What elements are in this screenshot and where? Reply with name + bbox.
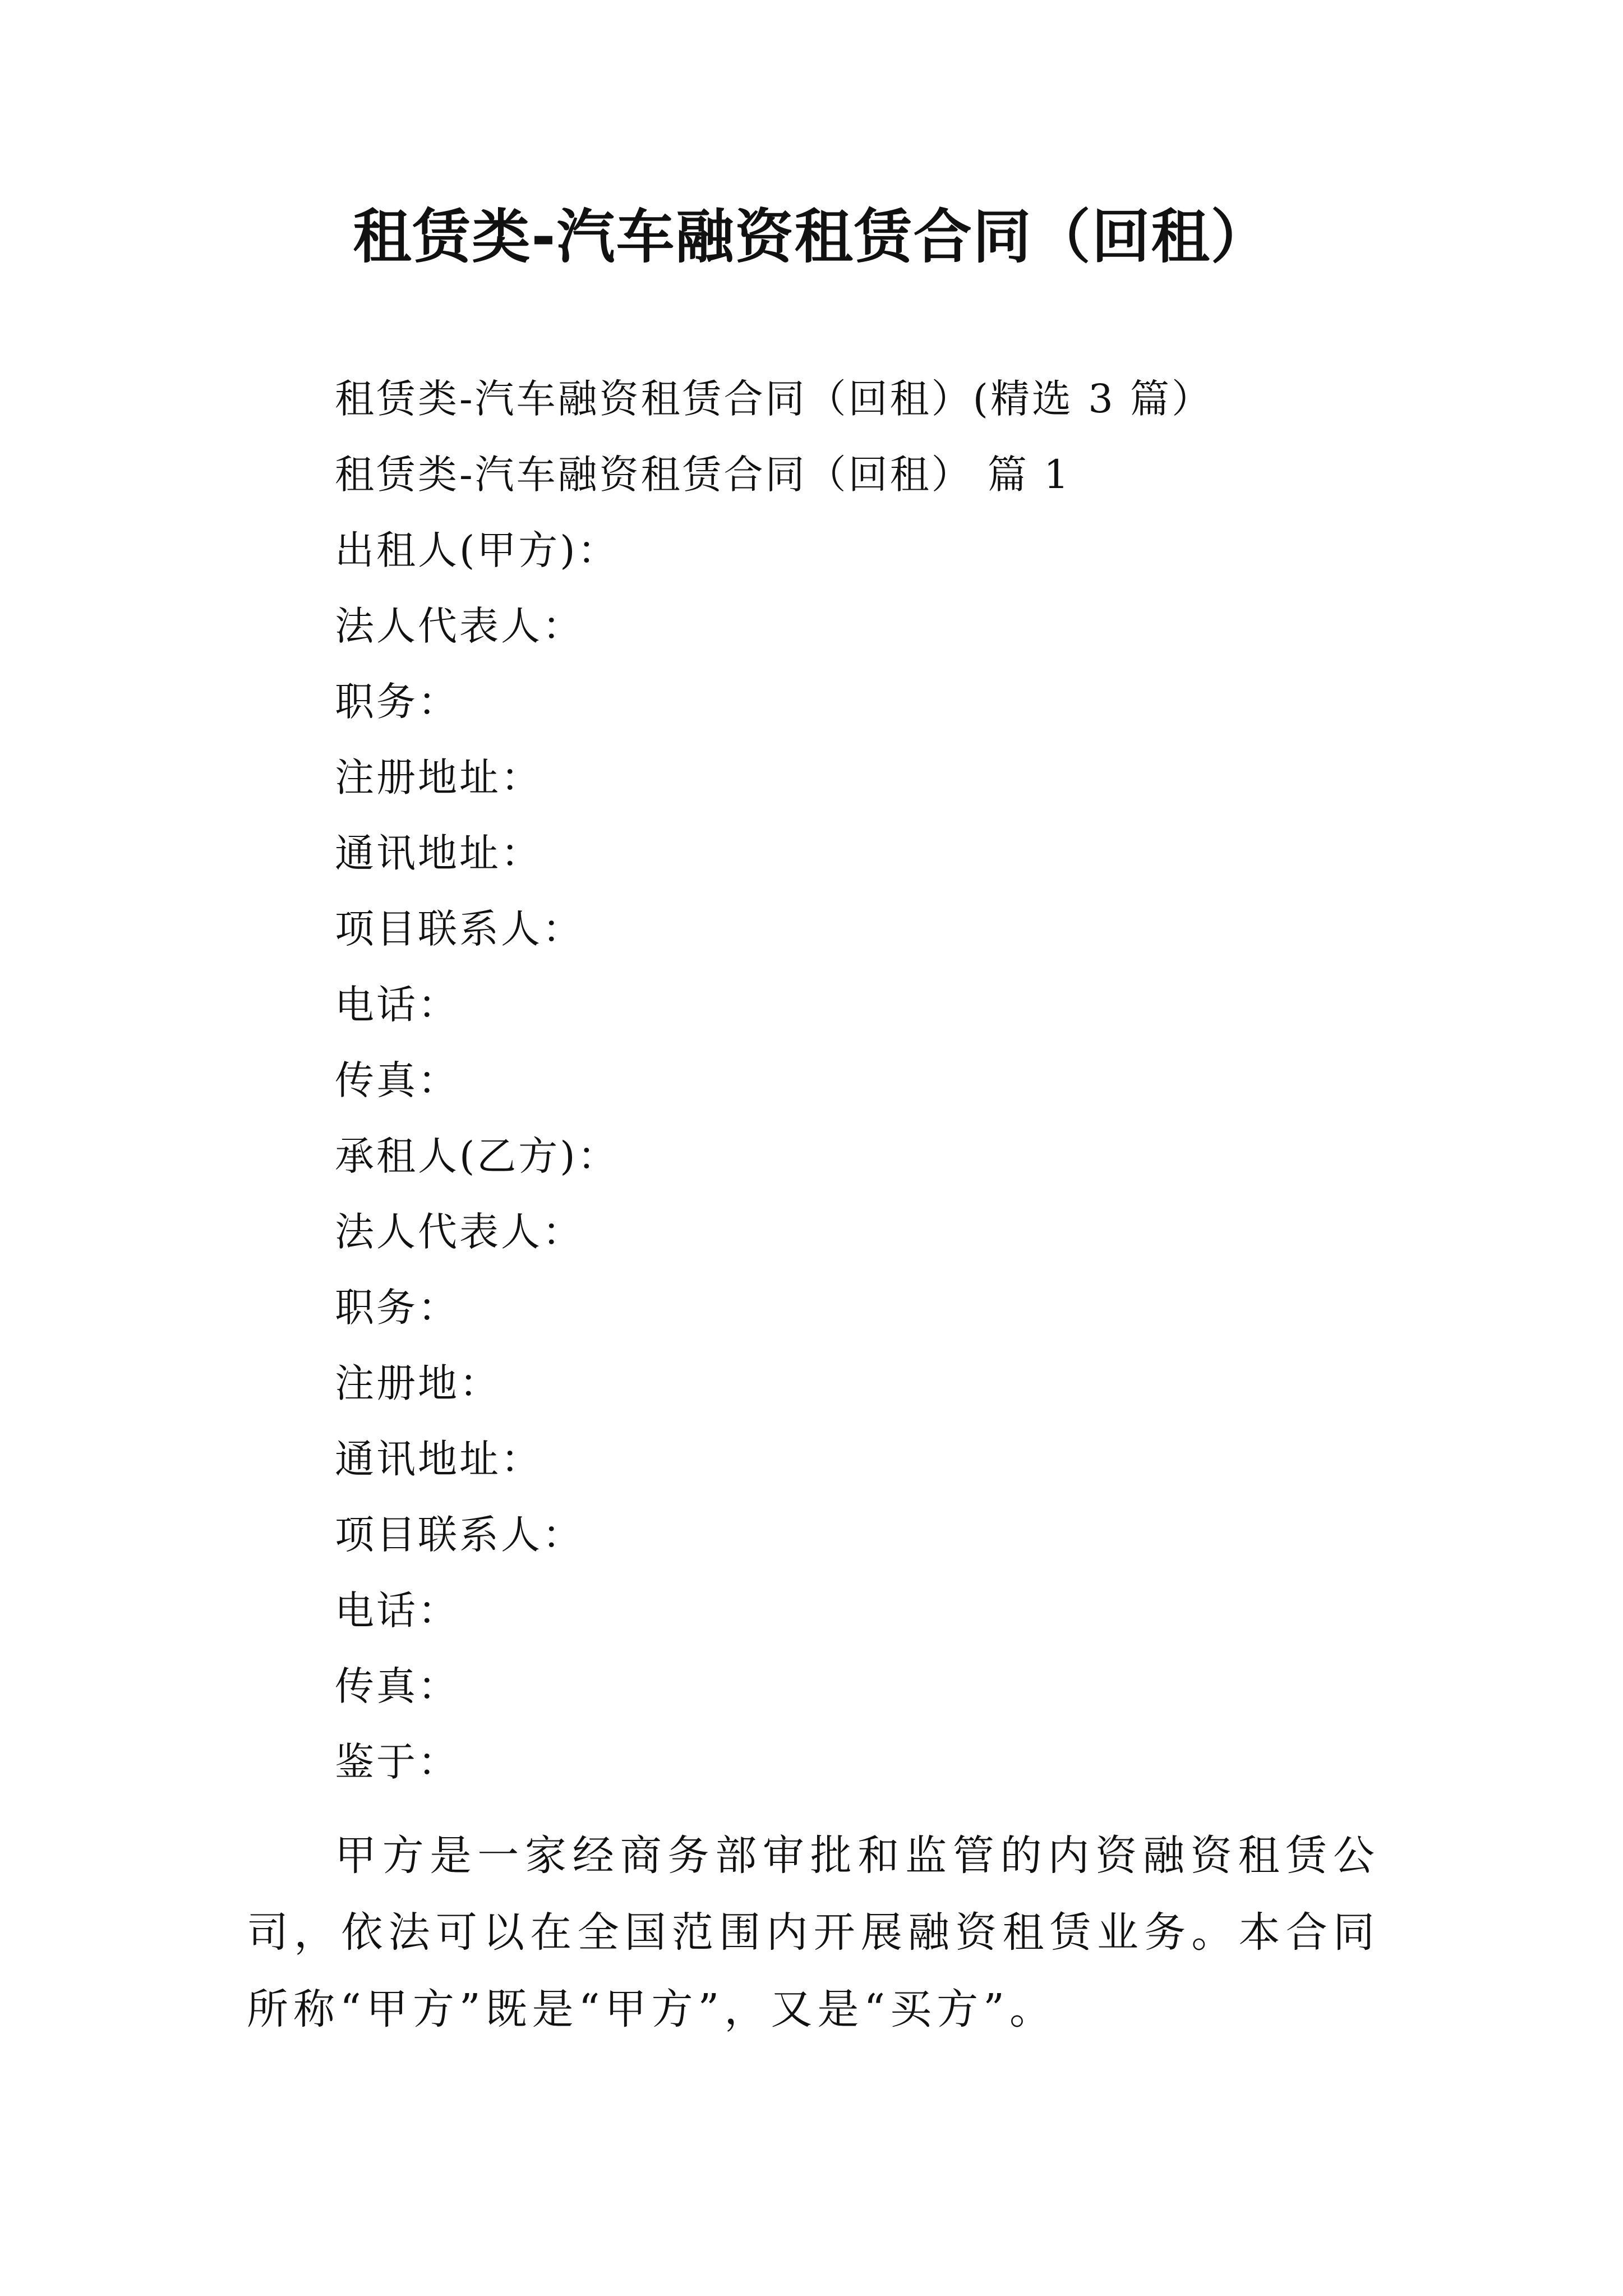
lessee-contact: 项目联系人：	[335, 1512, 584, 1558]
lessor-label: 出租人(甲方)：	[335, 527, 619, 573]
lessor-phone: 电话：	[335, 982, 459, 1028]
document-title: 租赁类-汽车融资租赁合同（回租）	[353, 203, 1270, 271]
subtitle-selection: 租赁类-汽车融资租赁合同（回租）(精选 3 篇）	[335, 376, 1213, 422]
lessee-mailing-address: 通讯地址：	[335, 1436, 542, 1482]
lessee-position: 职务：	[335, 1285, 459, 1331]
lessee-phone: 电话：	[335, 1588, 459, 1634]
whereas-label: 鉴于：	[335, 1739, 459, 1785]
subtitle-part-1: 租赁类-汽车融资租赁合同（回租） 篇 1	[335, 452, 1071, 498]
lessor-contact: 项目联系人：	[335, 906, 584, 952]
lessee-label: 承租人(乙方)：	[335, 1133, 619, 1179]
whereas-paragraph: 甲方是一家经商务部审批和监管的内资融资租赁公司，依法可以在全国范围内开展融资租赁业务。本合同所称“甲方”既是“甲方”，又是“买方”。	[247, 1832, 1380, 2033]
lessee-fax: 传真：	[335, 1663, 459, 1709]
lessee-legal-rep: 法人代表人：	[335, 1209, 584, 1255]
lessor-mailing-address: 通讯地址：	[335, 830, 542, 876]
lessee-registered-place: 注册地：	[335, 1360, 501, 1406]
lessor-legal-rep: 法人代表人：	[335, 603, 584, 649]
lessor-position: 职务：	[335, 679, 459, 725]
lessor-registered-address: 注册地址：	[335, 754, 542, 800]
lessor-fax: 传真：	[335, 1057, 459, 1103]
